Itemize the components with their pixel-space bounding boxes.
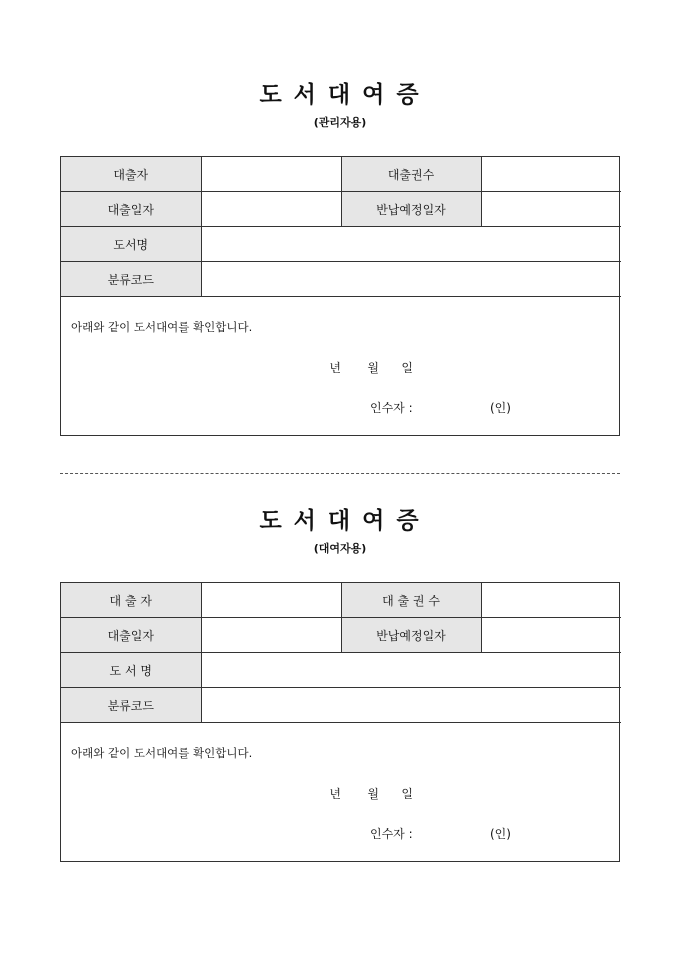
month-label: 월	[367, 787, 379, 801]
book-title-label: 도서명	[61, 227, 201, 262]
slip1-info-table	[61, 157, 621, 297]
slip1-confirm-area	[61, 297, 619, 435]
loan-count-label: 대 출 권 수	[341, 583, 481, 618]
confirm-text: 아래와 같이 도서대여를 확인합니다.	[71, 320, 253, 334]
slip1-row-borrower	[61, 157, 621, 192]
class-code-field[interactable]	[201, 688, 621, 723]
seal-label: (인)	[490, 827, 511, 841]
due-date-label: 반납예정일자	[341, 192, 481, 227]
day-label: 일	[401, 787, 413, 801]
due-date-field[interactable]	[481, 192, 621, 227]
day-label: 일	[401, 361, 413, 375]
slip2-subtitle: (대여자용)	[313, 542, 367, 555]
book-title-label: 도 서 명	[61, 653, 201, 688]
slip1-row-book-title	[61, 227, 621, 262]
loan-date-field[interactable]	[201, 618, 341, 653]
slip2-row-dates	[61, 618, 621, 653]
signature-line	[370, 399, 511, 416]
borrower-label: 대출자	[61, 157, 201, 192]
loan-count-label: 대출권수	[341, 157, 481, 192]
slip1-subtitle: (관리자용)	[313, 116, 367, 129]
loan-date-label: 대출일자	[61, 192, 201, 227]
signer-label: 인수자 :	[370, 827, 413, 841]
slip2-confirm-area	[61, 723, 619, 861]
seal-label: (인)	[490, 401, 511, 415]
due-date-label: 반납예정일자	[341, 618, 481, 653]
slip1-row-class-code	[61, 262, 621, 297]
year-label: 년	[329, 787, 341, 801]
loan-date-field[interactable]	[201, 192, 341, 227]
slip2-row-class-code	[61, 688, 621, 723]
cut-line-divider	[60, 473, 620, 474]
class-code-label: 분류코드	[61, 262, 201, 297]
class-code-label: 분류코드	[61, 688, 201, 723]
slip2-form	[60, 582, 620, 862]
slip2-row-book-title	[61, 653, 621, 688]
class-code-field[interactable]	[201, 262, 621, 297]
book-title-field[interactable]	[201, 227, 621, 262]
year-label: 년	[329, 361, 341, 375]
signer-label: 인수자 :	[370, 401, 413, 415]
date-line	[301, 785, 413, 802]
loan-date-label: 대출일자	[61, 618, 201, 653]
loan-count-field[interactable]	[481, 157, 621, 192]
slip1-title: 도 서 대 여 증	[259, 81, 421, 108]
due-date-field[interactable]	[481, 618, 621, 653]
borrower-label: 대 출 자	[61, 583, 201, 618]
slip2-title: 도 서 대 여 증	[259, 507, 421, 534]
signature-line	[370, 825, 511, 842]
date-line	[301, 359, 413, 376]
slip1-form	[60, 156, 620, 436]
loan-count-field[interactable]	[481, 583, 621, 618]
slip1-row-dates	[61, 192, 621, 227]
slip2-row-borrower	[61, 583, 621, 618]
borrower-field[interactable]	[201, 157, 341, 192]
borrower-field[interactable]	[201, 583, 341, 618]
month-label: 월	[367, 361, 379, 375]
book-title-field[interactable]	[201, 653, 621, 688]
slip2-info-table	[61, 583, 621, 723]
confirm-text: 아래와 같이 도서대여를 확인합니다.	[71, 746, 253, 760]
